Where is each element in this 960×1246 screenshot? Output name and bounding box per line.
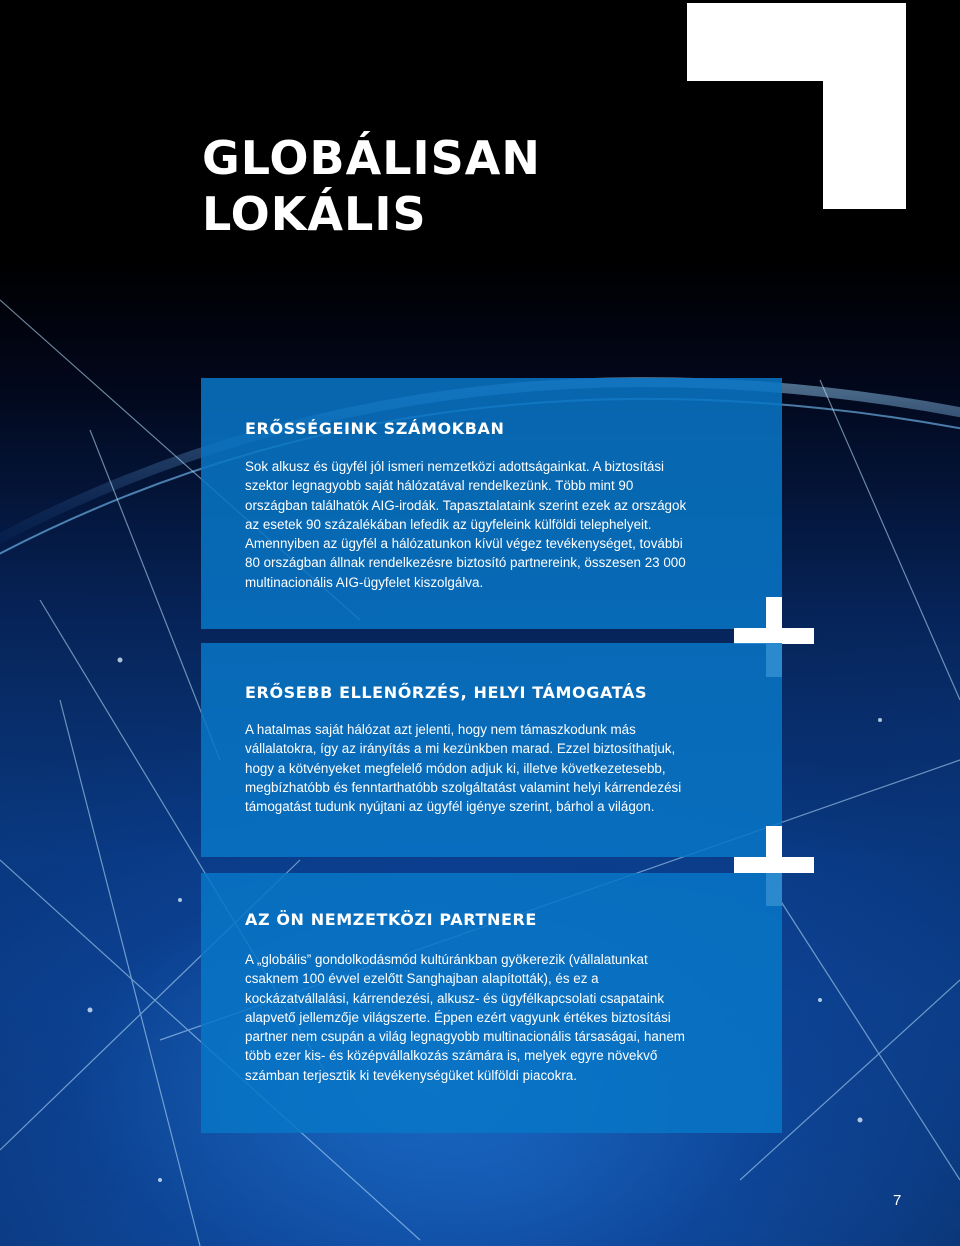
section-title: ERŐSEBB ELLENŐRZÉS, HELYI TÁMOGATÁS [245,683,648,702]
section-body [245,950,738,1085]
section-title: ERŐSSÉGEINK SZÁMOKBAN [245,419,505,438]
headline-line-1: GLOBÁLISAN [202,131,541,185]
section-body [245,457,738,592]
body-line: partner nem csupán a világ legnagyobb multinacionális társaságai, hanem [245,1029,685,1045]
body-line: vállalatokra, így az irányítás a mi kezünkben marad. Ezzel biztosíthatjuk, [245,741,676,757]
body-line: számban terjesztik ki tevékenységüket külföldi piacokra. [245,1067,577,1083]
section-strengths-panel [201,378,782,629]
section-title: AZ ÖN NEMZETKÖZI PARTNERE [245,910,537,929]
body-line: A hatalmas saját hálózat azt jelenti, hogy nem támaszkodunk más [245,722,636,737]
section-partner-panel [201,873,782,1133]
body-line: 80 országban állnak rendelkezésre biztosító partnereink, összesen 23 000 [245,555,686,571]
section-body [245,720,738,816]
page-headline [202,130,541,242]
body-line: Amennyiben az ügyfél a hálózatunkon kívül végez tevékenységet, további [245,536,683,552]
corner-bracket-logo-mark [687,3,906,209]
body-line: támogatást tudunk nyújtani az ügyfél igénye szerint, bárhol a világon. [245,799,655,815]
body-line: több ezer kis- és középvállalkozás számára is, melyek egyre növekvő [245,1048,658,1064]
page-number: 7 [893,1192,902,1209]
body-line: országban találhatók AIG-irodák. Tapasztalataink szerint ezek az országok [245,497,687,513]
body-line: A „globális” gondolkodásmód kultúránkban gyökerezik (vállalatunkat [245,952,648,967]
body-line: megbízhatóbb és fenntarthatóbb szolgáltatást valamint helyi kárrendezési [245,779,682,795]
body-line: multinacionális AIG-ügyfelet kiszolgálva. [245,574,484,590]
body-line: csaknem 100 évvel ezelőtt Sanghajban alapították), és ez a [245,971,599,987]
body-line: alapvető jellemzője világszerte. Éppen ezért vagyunk értékes biztosítási [245,1009,671,1025]
body-line: szektor legnagyobb saját hálózatával rendelkezünk. Több mint 90 [245,478,634,494]
body-line: kockázatvállalási, kárrendezési, alkusz- és ügyfélkapcsolati csapataink [245,990,665,1006]
body-line: az esetek 90 százalékában lefedik az ügyfeleink külföldi telephelyeit. [245,516,652,532]
body-line: Sok alkusz és ügyfél jól ismeri nemzetközi adottságainkat. A biztosítási [245,459,665,474]
section-control-panel [201,643,782,857]
body-line: hogy a kötvényeket megfelelő módon adjuk ki, illetve következetesebb, [245,760,666,776]
headline-line-2: LOKÁLIS [202,187,427,241]
